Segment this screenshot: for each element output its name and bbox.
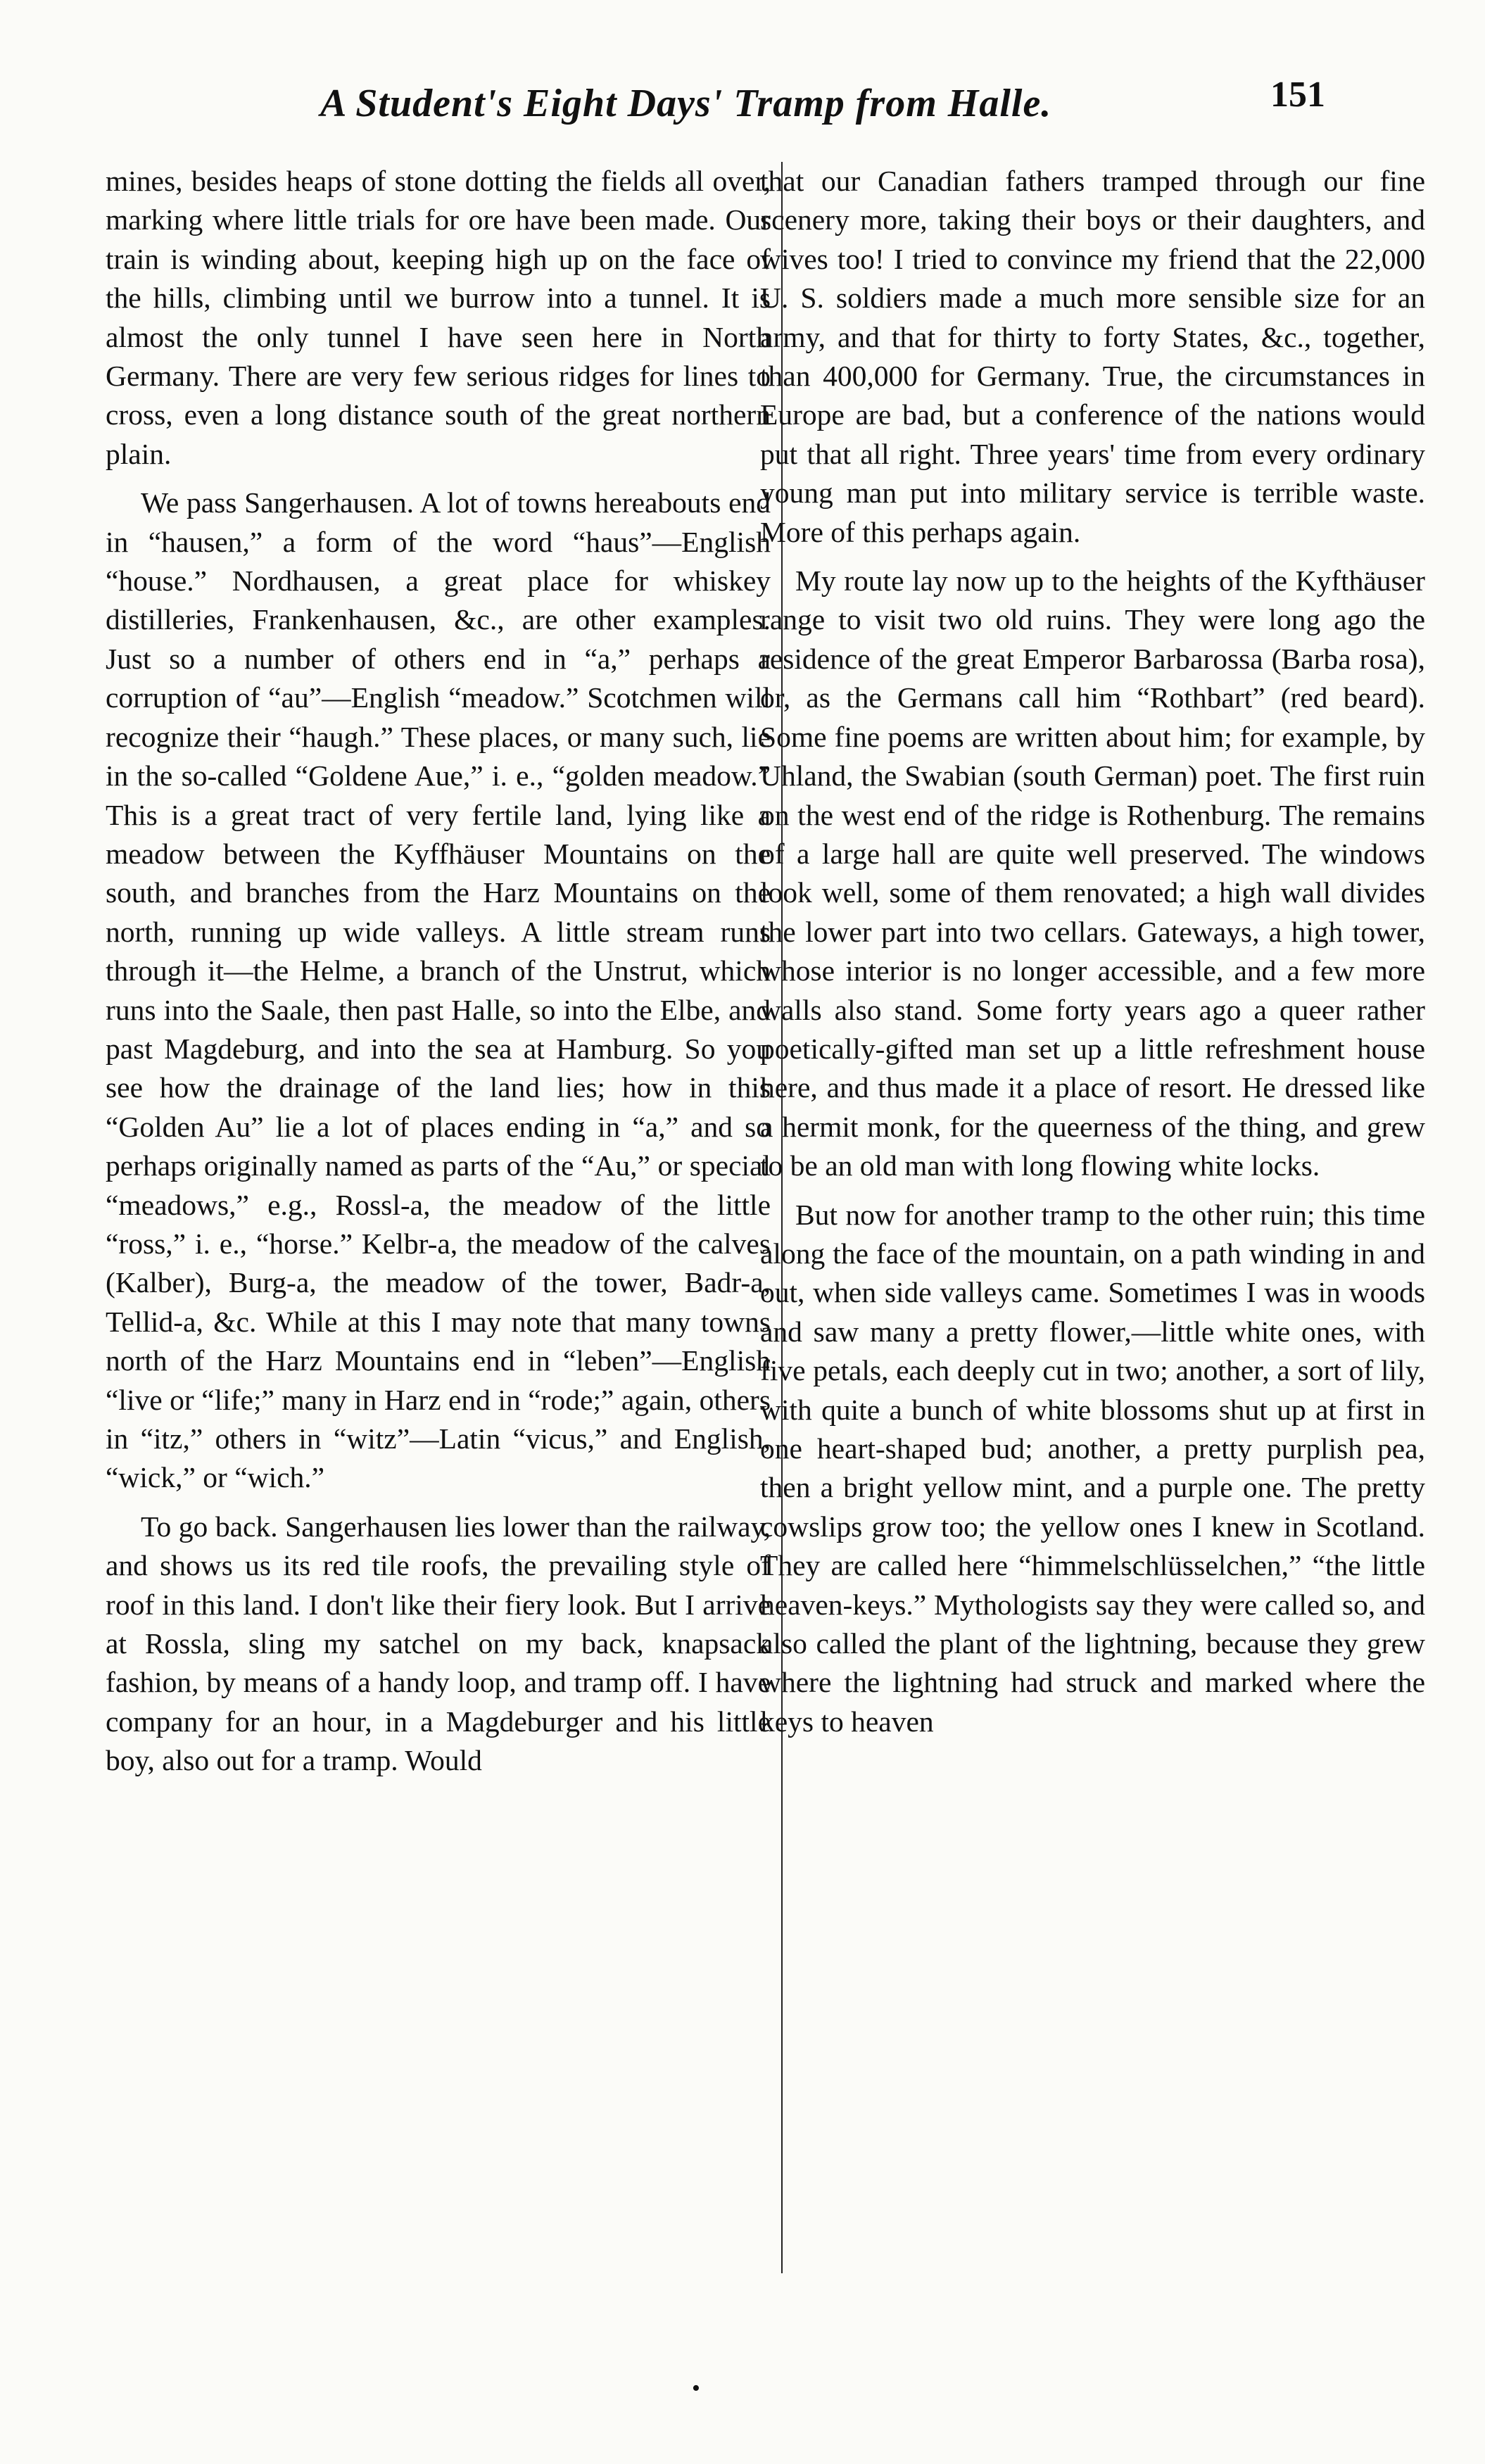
paragraph: But now for another tramp to the other ruin; this time along the face of the mountain, on a path winding in and out, when side valleys came. Sometimes I was in woods and saw many a pretty flower,—little white ones, with five petals, each deeply cut in two; another, a sort of lily, with quite a bunch of white blossoms shut up at first in one heart-shaped bud; another, a pretty purplish pea, then a bright yellow mint, and a purple one. The pretty cowslips grow too; the yellow ones I knew in Scotland. They are called here “himmelschlüsselchen,” “the little heaven-keys.” Mythologists say they were called so, and also called the plant of the lightning, because they grew where the lightning had struck and marked where the keys to heaven — [760, 1198, 1425, 1738]
paragraph: My route lay now up to the heights of the Kyfthäuser range to visit two old ruins. They were long ago the residence of the great Emperor Barbarossa (Barba rosa), or, as the Germans call him “Rothbart” (red beard). Some fine poems are written about him; for example, by Uhland, the Swabian (south German) poet. The first ruin on the west end of the ridge is Rothenburg. The remains of a large hall are quite well preserved. The windows look well, some of them renovated; a high wall divides the lower part into two cellars. Gateways, a high tower, whose interior is no longer accessible, and a few more walls also stand. Some forty years ago a queer rather poetically-gifted man set up a little refreshment house here, and thus made it a place of resort. He dressed like a hermit monk, for the queerness of the thing, and grew to be an old man with long flowing white locks. — [760, 564, 1425, 1182]
left-column — [106, 162, 771, 2337]
right-column — [760, 162, 1425, 2337]
paragraph: We pass Sangerhausen. A lot of towns hereabouts end in “hausen,” a form of the word “haus”—English “house.” Nordhausen, a great place for whiskey distilleries, Frankenhausen, &c., are other examples. Just so a number of others end in “a,” perhaps a corruption of “au”—English “meadow.” Scotchmen will recognize their “haugh.” These places, or many such, lie in the so-called “Goldene Aue,” i. e., “golden meadow.” This is a great tract of very fertile land, lying like a meadow between the Kyffhäuser Mountains on the south, and branches from the Harz Mountains on the north, running up wide valleys. A little stream runs through it—the Helme, a branch of the Unstrut, which runs into the Saale, then past Halle, so into the Elbe, and past Magdeburg, and into the sea at Hamburg. So you see how the drainage of the land lies; how in this “Golden Au” lie a lot of places ending in “a,” and so perhaps originally named as parts of the “Au,” or special “meadows,” e.g., Rossl-a, the meadow of the little “ross,” i. e., “horse.” Kelbr-a, the meadow of the calves (Kalber), Burg-a, the meadow of the tower, Badr-a, Tellid-a, &c. While at this I may note that many towns north of the Harz Mountains end in “leben”—English “live or “life;” many in Harz end in “rode;” again, others in “itz,” others in “witz”—Latin “vicus,” and English, “wick,” or “wich.” — [106, 486, 771, 1494]
paragraph: that our Canadian fathers tramped through our fine scenery more, taking their boys or their daughters, and wives too! I tried to convince my friend that the 22,000 U. S. soldiers made a much more sensible size for an army, and that for thirty to forty States, &c., together, than 400,000 for Germany. True, the circumstances in Europe are bad, but a conference of the nations would put that all right. Three years' time from every ordinary young man put into military service is terrible waste. More of this perhaps again. — [760, 165, 1425, 548]
page-number: 151 — [1270, 75, 1325, 115]
footer-mark: • — [692, 2375, 700, 2401]
page-header — [0, 67, 1485, 144]
paragraph: mines, besides heaps of stone dotting the fields all over, marking where little trials for ore have been made. Our train is winding about, keeping high up on the face of the hills, climbing until we burrow into a tunnel. It is almost the only tunnel I have seen here in North Germany. There are very few serious ridges for lines to cross, even a long distance south of the great northern plain. — [106, 165, 771, 470]
running-title: A Student's Eight Days' Tramp from Halle. — [320, 82, 1052, 125]
paragraph: To go back. Sangerhausen lies lower than the railway, and shows us its red tile roofs, the prevailing style of roof in this land. I don't like their fiery look. But I arrive at Rossla, sling my satchel on my back, knapsack fashion, by means of a handy loop, and tramp off. I have company for an hour, in a Magdeburger and his little boy, also out for a tramp. Would — [106, 1510, 771, 1777]
